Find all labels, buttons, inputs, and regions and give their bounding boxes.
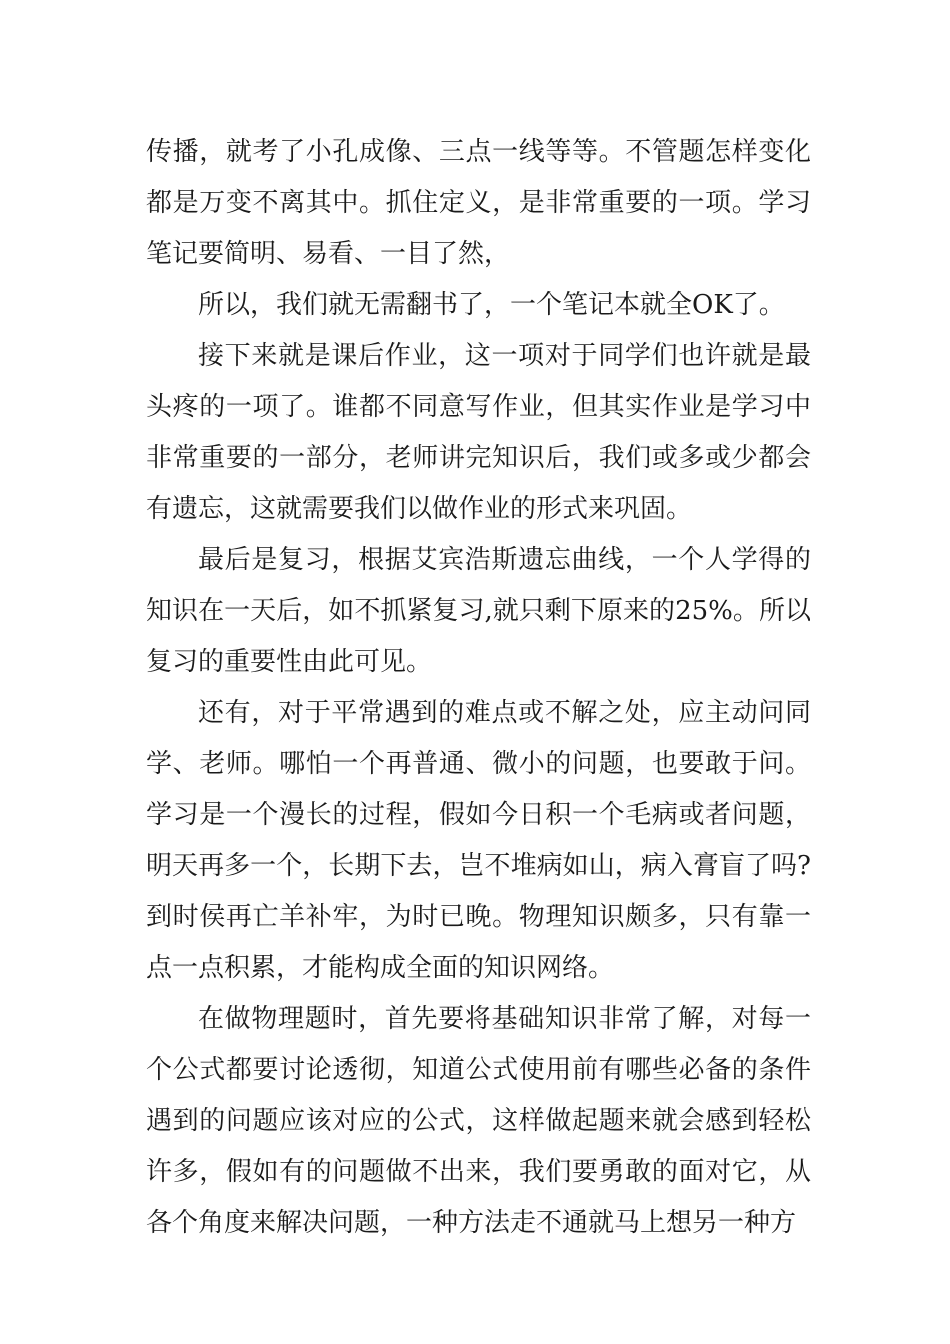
paragraph-3: 接下来就是课后作业，这一项对于同学们也许就是最头疼的一项了。谁都不同意写作业，但其实作业是学习中非常重要的一部分，老师讲完知识后，我们或多或少都会有遗忘，这就需要我们以做作业的形式来巩固。 xyxy=(146,341,811,524)
paragraph-5: 还有，对于平常遇到的难点或不解之处，应主动问同学、老师。哪怕一个再普通、微小的问题，也要敢于问。学习是一个漫长的过程，假如今日积一个毛病或者问题，明天再多一个，长期下去，岂不堆病如山，病入膏盲了吗?到时侯再亡羊补牢，为时已晚。物理知识颇多，只有靠一点一点积累，才能构成全面的知识网络。 xyxy=(146,698,811,983)
paragraph-2: 所以，我们就无需翻书了，一个笔记本就全OK了。 xyxy=(198,290,785,320)
document-body xyxy=(146,127,811,1249)
paragraph-1: 传播，就考了小孔成像、三点一线等等。不管题怎样变化都是万变不离其中。抓住定义，是非常重要的一项。学习笔记要简明、易看、一目了然， xyxy=(146,137,811,269)
paragraph-6: 在做物理题时，首先要将基础知识非常了解，对每一个公式都要讨论透彻，知道公式使用前有哪些必备的条件遇到的问题应该对应的公式，这样做起题来就会感到轻松许多，假如有的问题做不出来，我们要勇敢的面对它，从各个角度来解决问题，一种方法走不通就马上想另一种方 xyxy=(146,1004,811,1238)
paragraph-4: 最后是复习，根据艾宾浩斯遗忘曲线，一个人学得的知识在一天后，如不抓紧复习,就只剩下原来的25%。所以复习的重要性由此可见。 xyxy=(146,545,811,677)
